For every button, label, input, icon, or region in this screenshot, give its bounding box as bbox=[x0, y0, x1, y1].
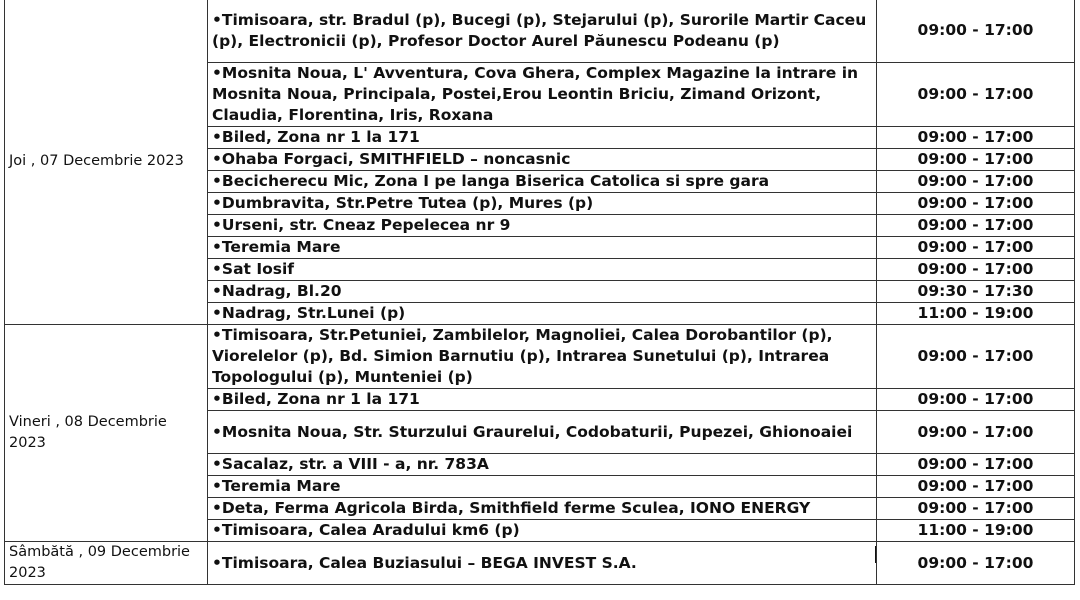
location-text: Timisoara, Calea Buziasului – BEGA INVEST S.A. bbox=[221, 553, 637, 572]
time-cell: 09:00 - 17:00 bbox=[877, 476, 1075, 498]
time-cell: 09:00 - 17:00 bbox=[877, 193, 1075, 215]
time-cell: 09:00 - 17:00 bbox=[877, 0, 1075, 63]
location-cell: • Sacalaz, str. a VIII - a, nr. 783A bbox=[208, 454, 877, 476]
time-cell: 09:00 - 17:00 bbox=[877, 149, 1075, 171]
location-cell: • Teremia Mare bbox=[208, 237, 877, 259]
text-cursor bbox=[875, 546, 876, 563]
date-label: Joi , 07 Decembrie 2023 bbox=[9, 153, 184, 169]
time-cell: 09:30 - 17:30 bbox=[877, 281, 1075, 303]
location-cell: • Timisoara, Calea Aradului km6 (p) bbox=[208, 520, 877, 542]
location-cell: • Timisoara, Str.Petuniei, Zambilelor, Magnoliei, Calea Dorobantilor (p), Viorelelor (p), Bd. Simion Barnutiu (p), Intrarea Sunetului (p), Intrarea Topologului (p), Munteniei (p) bbox=[208, 325, 877, 389]
location-cell: • Urseni, str. Cneaz Pepelecea nr 9 bbox=[208, 215, 877, 237]
time-cell: 09:00 - 17:00 bbox=[877, 389, 1075, 411]
location-cell: • Nadrag, Str.Lunei (p) bbox=[208, 303, 877, 325]
date-cell bbox=[5, 542, 208, 585]
time-cell: 11:00 - 19:00 bbox=[877, 303, 1075, 325]
time-cell: 09:00 - 17:00 bbox=[877, 542, 1075, 585]
table-row bbox=[5, 0, 1075, 63]
location-cell: • Mosnita Noua, L' Avventura, Cova Ghera, Complex Magazine la intrare in Mosnita Noua, Principala, Postei,Erou Leontin Briciu, Zimand Orizont, Claudia, Florentina, Iris, Roxana bbox=[208, 63, 877, 127]
location-cell: • Sat Iosif bbox=[208, 259, 877, 281]
date-label: Vineri , 08 Decembrie 2023 bbox=[9, 414, 167, 451]
location-cell: • Biled, Zona nr 1 la 171 bbox=[208, 389, 877, 411]
time-cell: 11:00 - 19:00 bbox=[877, 520, 1075, 542]
table-row bbox=[5, 325, 1075, 389]
location-cell: • Nadrag, Bl.20 bbox=[208, 281, 877, 303]
time-cell: 09:00 - 17:00 bbox=[877, 411, 1075, 454]
time-cell: 09:00 - 17:00 bbox=[877, 63, 1075, 127]
date-cell bbox=[5, 0, 208, 325]
date-label: Sâmbătă , 09 Decembrie 2023 bbox=[9, 544, 190, 581]
location-cell: • Dumbravita, Str.Petre Tutea (p), Mures (p) bbox=[208, 193, 877, 215]
location-cell: • Ohaba Forgaci, SMITHFIELD – noncasnic bbox=[208, 149, 877, 171]
time-cell: 09:00 - 17:00 bbox=[877, 215, 1075, 237]
time-cell: 09:00 - 17:00 bbox=[877, 127, 1075, 149]
location-cell: • Becicherecu Mic, Zona I pe langa Biserica Catolica si spre gara bbox=[208, 171, 877, 193]
location-cell: • Teremia Mare bbox=[208, 476, 877, 498]
outage-schedule-table bbox=[4, 0, 1075, 585]
location-cell: • Timisoara, str. Bradul (p), Bucegi (p), Stejarului (p), Surorile Martir Caceu (p), Electronicii (p), Profesor Doctor Aurel Păunescu Podeanu (p) bbox=[208, 0, 877, 63]
time-cell: 09:00 - 17:00 bbox=[877, 454, 1075, 476]
location-cell: • Deta, Ferma Agricola Birda, Smithfield ferme Sculea, IONO ENERGY bbox=[208, 498, 877, 520]
time-cell: 09:00 - 17:00 bbox=[877, 259, 1075, 281]
time-cell: 09:00 - 17:00 bbox=[877, 498, 1075, 520]
time-cell: 09:00 - 17:00 bbox=[877, 325, 1075, 389]
location-cell bbox=[208, 542, 877, 585]
date-cell bbox=[5, 325, 208, 542]
time-cell: 09:00 - 17:00 bbox=[877, 237, 1075, 259]
location-cell: • Biled, Zona nr 1 la 171 bbox=[208, 127, 877, 149]
table-row bbox=[5, 542, 1075, 585]
location-cell: • Mosnita Noua, Str. Sturzului Graurelui, Codobaturii, Pupezei, Ghionoaiei bbox=[208, 411, 877, 454]
time-cell: 09:00 - 17:00 bbox=[877, 171, 1075, 193]
